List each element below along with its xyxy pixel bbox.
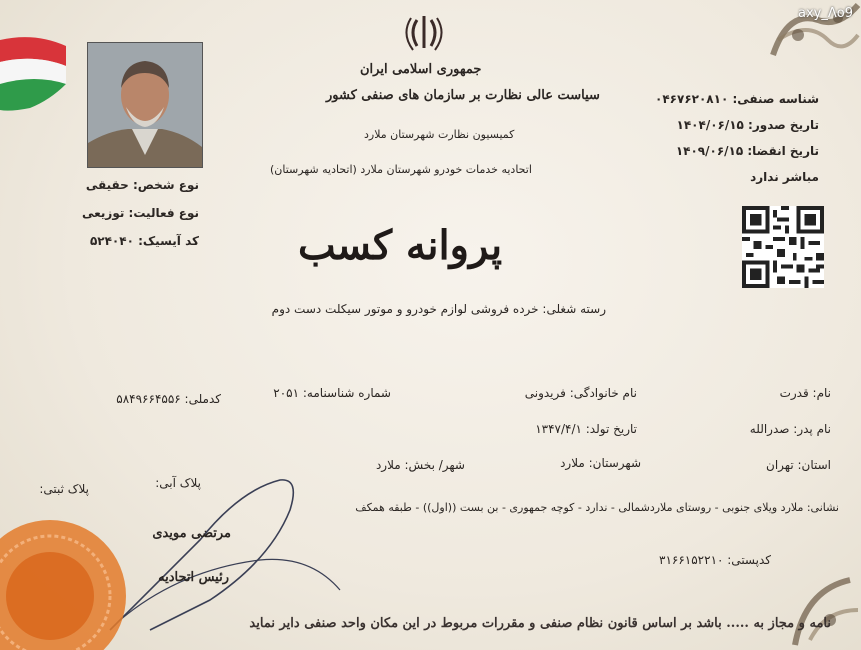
field-name: نام: قدرت: [779, 386, 831, 400]
field-birth-date: تاریخ تولد: ۱۳۴۷/۴/۱: [535, 422, 637, 436]
guild-id: شناسه صنفی: ۰۴۶۷۶۲۰۸۱۰: [655, 92, 819, 106]
watermark: axy_Λο9: [798, 6, 853, 21]
field-province: استان: تهران: [766, 458, 831, 472]
issue-date: تاریخ صدور: ۱۴۰۴/۰۶/۱۵: [676, 118, 819, 132]
activity-type: نوع فعالیت: توزیعی: [82, 206, 199, 220]
signer-role: رئیس اتحادیه: [158, 570, 229, 585]
field-registered-plate: پلاک ثبتی:: [39, 482, 89, 496]
holder-photo: [87, 42, 203, 168]
field-father: نام پدر: صدرالله: [749, 422, 831, 436]
field-postal-code: کدپستی: ۳۱۶۶۱۵۲۲۱۰: [659, 553, 771, 567]
business-category: رسته شغلی: خرده فروشی لوازم خودرو و موتور سیکلت دست دوم: [271, 302, 606, 316]
iran-emblem-icon: [403, 12, 445, 54]
field-id-number: شماره شناسنامه: ۲۰۵۱: [273, 386, 391, 400]
field-family: نام خانوادگی: فریدونی: [524, 386, 637, 400]
field-county: شهرستان: ملارد: [560, 456, 641, 470]
footer-note: نامه و مجاز به ..... باشد بر اساس قانون نظام صنفی و مقررات مربوط در این مکان واحد صنفی دایر نماید: [249, 616, 831, 631]
field-water-plate: پلاک آبی:: [155, 476, 201, 490]
ornament-bottom-right: [790, 570, 861, 650]
document-title: پروانه کسب: [298, 222, 503, 269]
header-republic: جمهوری اسلامی ایران: [360, 62, 482, 77]
field-city: شهر/ بخش: ملارد: [375, 458, 465, 472]
header-policy: سیاست عالی نظارت بر سازمان های صنفی کشور: [326, 88, 600, 103]
field-national-code: کدملی: ۵۸۴۹۶۶۴۵۵۶: [116, 392, 221, 406]
iran-flag-decoration: [0, 30, 70, 115]
signer-name: مرتضی مویدی: [152, 526, 231, 541]
header-union: اتحادیه خدمات خودرو شهرستان ملارد (اتحادیه شهرستان): [270, 163, 532, 176]
tax-status: مباشر ندارد: [750, 170, 819, 184]
field-address: نشانی: ملارد ویلای جنوبی - روستای ملاردشمالی - ندارد - کوچه جمهوری - بن بست ((اول)) - طبقه همکف: [355, 501, 839, 514]
expiry-date: تاریخ انقضا: ۱۴۰۹/۰۶/۱۵: [675, 144, 819, 158]
seal-stamp-icon: [0, 516, 130, 650]
isic-code: کد آیسیک: ۵۲۴۰۴۰: [89, 234, 199, 248]
header-commission: کمیسیون نظارت شهرستان ملارد: [364, 128, 515, 141]
person-type: نوع شخص: حقیقی: [85, 178, 199, 192]
qr-code: [742, 206, 824, 288]
